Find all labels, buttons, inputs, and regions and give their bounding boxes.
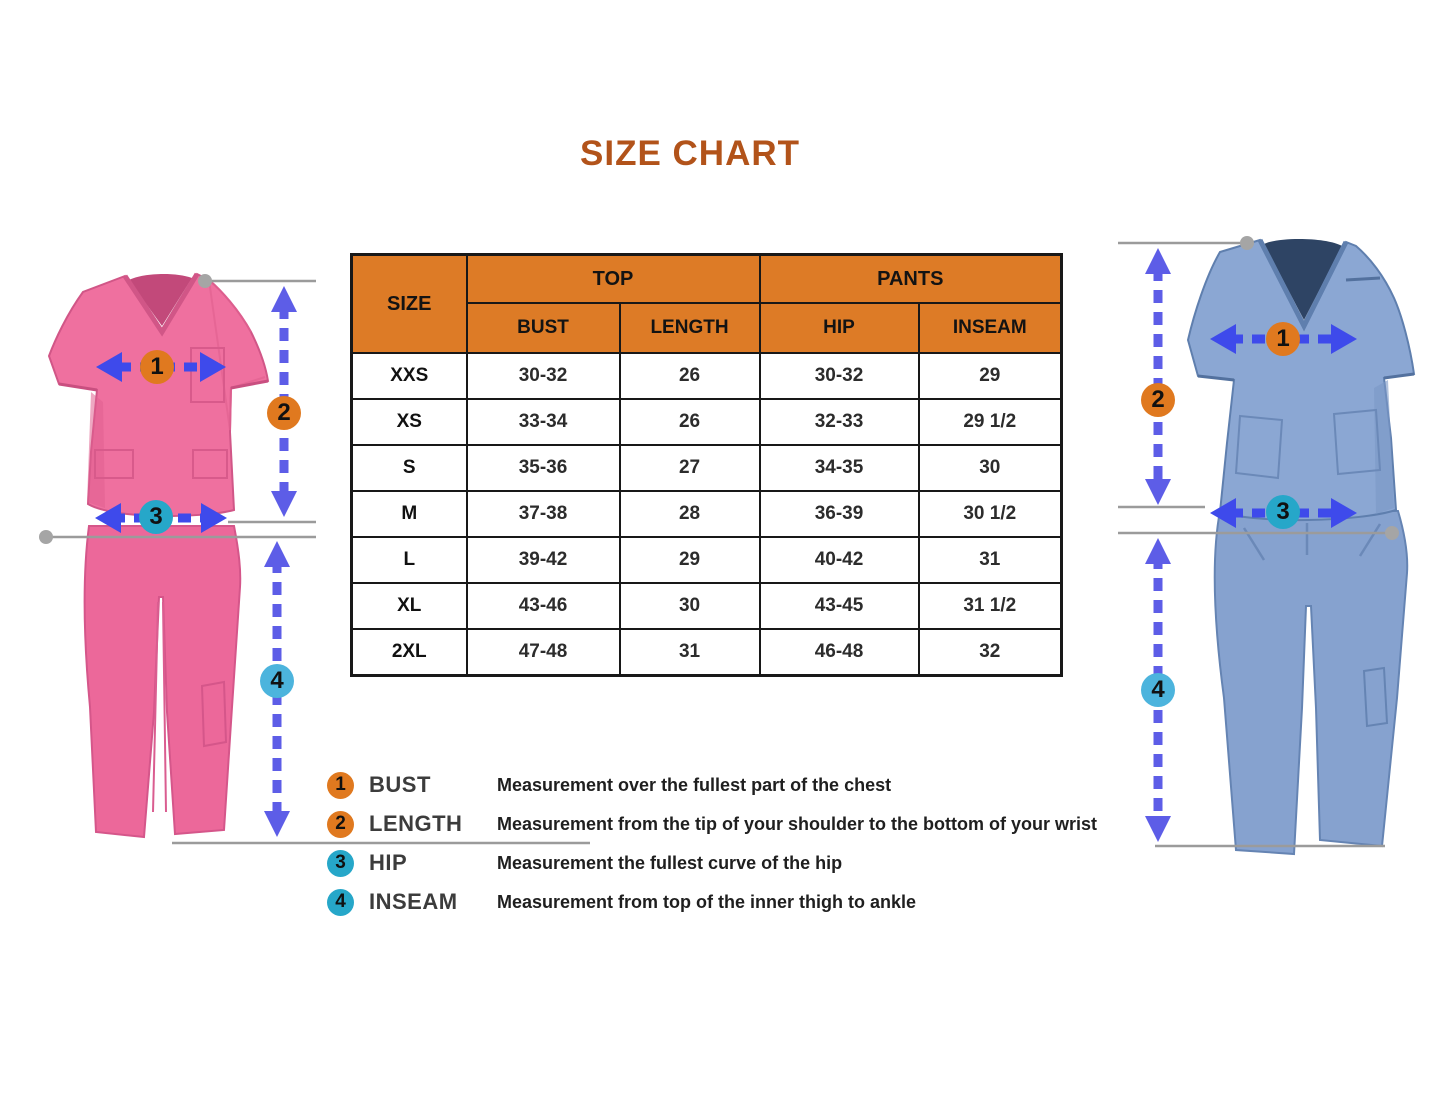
- marker-2-length-right: [1141, 383, 1175, 417]
- pink-scrub-set-image: [25, 252, 325, 872]
- cell-inseam: 30: [919, 445, 1062, 491]
- cell-bust: 37-38: [467, 491, 620, 537]
- marker-number: 1: [1276, 325, 1290, 352]
- marker-number: 4: [1151, 676, 1165, 703]
- legend-label: INSEAM: [369, 889, 458, 914]
- cell-bust: 30-32: [467, 353, 620, 399]
- cell-hip: 40-42: [760, 537, 919, 583]
- cell-hip: 43-45: [760, 583, 919, 629]
- cell-size: M: [352, 491, 467, 537]
- legend-marker-4: [327, 889, 354, 916]
- legend-description: Measurement the fullest curve of the hip: [497, 852, 843, 873]
- marker-3-hip-right: [1266, 495, 1300, 529]
- marker-number: 4: [270, 667, 284, 694]
- cell-length: 31: [620, 629, 760, 676]
- marker-number: 3: [149, 503, 163, 530]
- cell-length: 30: [620, 583, 760, 629]
- legend-label: BUST: [369, 772, 431, 797]
- cell-length: 27: [620, 445, 760, 491]
- legend-marker-3: [327, 850, 354, 877]
- marker-number: 3: [1276, 498, 1290, 525]
- cell-length: 29: [620, 537, 760, 583]
- table-row: [352, 353, 1062, 399]
- legend-item-hip: [327, 848, 1097, 878]
- marker-number: 2: [1151, 386, 1165, 413]
- cell-bust: 43-46: [467, 583, 620, 629]
- cell-bust: 35-36: [467, 445, 620, 491]
- cell-inseam: 31 1/2: [919, 583, 1062, 629]
- blue-scrub-set-image: [1148, 228, 1445, 873]
- legend-number: 1: [335, 774, 346, 795]
- cell-inseam: 31: [919, 537, 1062, 583]
- cell-inseam: 29: [919, 353, 1062, 399]
- marker-2-length-left: [267, 396, 301, 430]
- marker-number: 2: [277, 399, 291, 426]
- cell-hip: 46-48: [760, 629, 919, 676]
- cell-length: 26: [620, 399, 760, 445]
- cell-bust: 47-48: [467, 629, 620, 676]
- cell-length: 28: [620, 491, 760, 537]
- marker-4-inseam-right: [1141, 673, 1175, 707]
- legend-number: 4: [335, 891, 346, 912]
- table-row: [352, 629, 1062, 676]
- cell-size: L: [352, 537, 467, 583]
- cell-bust: 33-34: [467, 399, 620, 445]
- table-row: [352, 537, 1062, 583]
- legend-number: 3: [335, 852, 346, 873]
- legend-description: Measurement from the tip of your shoulder to the bottom of your wrist: [497, 813, 1098, 834]
- column-header-size: SIZE: [352, 255, 467, 354]
- cell-hip: 34-35: [760, 445, 919, 491]
- legend-item-length: [327, 809, 1097, 839]
- cell-size: 2XL: [352, 629, 467, 676]
- legend-label: HIP: [369, 850, 408, 875]
- cell-inseam: 32: [919, 629, 1062, 676]
- column-header-pants: PANTS: [760, 255, 1062, 304]
- cell-size: S: [352, 445, 467, 491]
- size-table: [350, 253, 1063, 677]
- marker-1-bust-left: [140, 350, 174, 384]
- cell-length: 26: [620, 353, 760, 399]
- cell-size: XS: [352, 399, 467, 445]
- legend-marker-2: [327, 811, 354, 838]
- legend-number: 2: [335, 813, 346, 834]
- table-row: [352, 445, 1062, 491]
- page-title: SIZE CHART: [580, 134, 800, 173]
- cell-hip: 30-32: [760, 353, 919, 399]
- cell-inseam: 29 1/2: [919, 399, 1062, 445]
- legend-description: Measurement from top of the inner thigh to ankle: [497, 891, 917, 912]
- legend-item-bust: [327, 770, 1097, 800]
- legend-label: LENGTH: [369, 811, 463, 836]
- marker-1-bust-right: [1266, 322, 1300, 356]
- cell-bust: 39-42: [467, 537, 620, 583]
- cell-size: XXS: [352, 353, 467, 399]
- column-header-hip: HIP: [760, 303, 919, 353]
- cell-hip: 32-33: [760, 399, 919, 445]
- marker-3-hip-left: [139, 500, 173, 534]
- legend-marker-1: [327, 772, 354, 799]
- marker-4-inseam-left: [260, 664, 294, 698]
- table-row: [352, 491, 1062, 537]
- legend-description: Measurement over the fullest part of the chest: [497, 774, 892, 795]
- cell-inseam: 30 1/2: [919, 491, 1062, 537]
- column-header-inseam: INSEAM: [919, 303, 1062, 353]
- marker-number: 1: [150, 353, 164, 380]
- column-header-top: TOP: [467, 255, 760, 304]
- table-row: [352, 583, 1062, 629]
- column-header-length: LENGTH: [620, 303, 760, 353]
- table-row: [352, 399, 1062, 445]
- legend-item-inseam: [327, 887, 1097, 917]
- column-header-bust: BUST: [467, 303, 620, 353]
- cell-size: XL: [352, 583, 467, 629]
- cell-hip: 36-39: [760, 491, 919, 537]
- measurement-legend: [327, 770, 1097, 917]
